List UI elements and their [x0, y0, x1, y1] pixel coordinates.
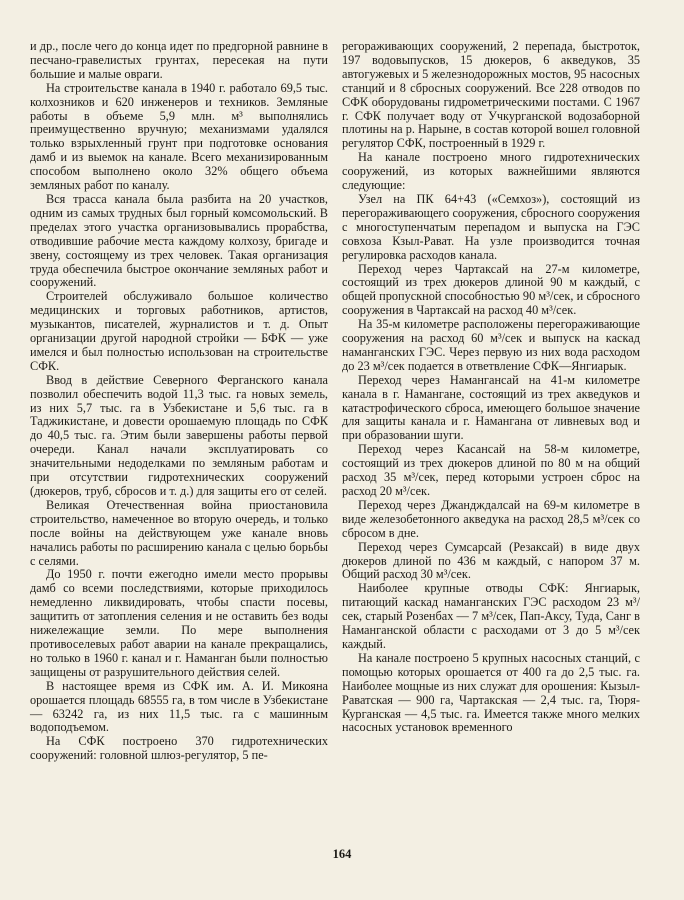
paragraph: На 35-м километре расположены перегораживающие сооружения на расход 60 м³/сек и выпуск на каскад наманганских ГЭС. Через первую из них вода расходом до 23 м³/сек подается в ответвление СФК—Янгиарык.: [342, 317, 640, 373]
paragraph: В настоящее время из СФК им. А. И. Микояна орошается площадь 68555 га, в том числе в Узбекистане — 63242 га, из них 11,5 тыс. га с машинным водоподъемом.: [30, 678, 328, 735]
paragraph: На канале построено 5 крупных насосных станций, с помощью которых орошается от 400 га до 2,5 тыс. га. Наиболее мощные из них служат для орошения: Кызыл-Раватская — 900 га, Чартакская — 2,4 тыс. га, Тюря-Курганская — 4,5 тыс. га. Имеется также много мелких насосных установок временного: [342, 650, 640, 735]
paragraph: Узел на ПК 64+43 («Семхоз»), состоящий из перегораживающего сооружения, сбросного сооружения с многоступенчатым перепадом и выпуска на ГЭС совхоза Кзыл-Рават. На узле производится точная регулировка расходов канала.: [342, 191, 640, 262]
paragraph: и др., после чего до конца идет по предгорной равнине в песчано-гравелистых грунтах, пересекая на пути большие и малые овраги.: [30, 39, 328, 81]
paragraph: Строителей обслуживало большое количество медицинских и торговых работников, артистов, музыкантов, писателей, журналистов и т. д. Опыт организации другой народной стройки — БФК — уже имелся и был полностью использован на строительстве СФК.: [30, 289, 328, 373]
page-number: 164: [332, 847, 352, 861]
paragraph: Вся трасса канала была разбита на 20 участков, одним из самых трудных был горный комсомольский. В пределах этого участка организовывались прорабства, отводившие рабочие места каждому колхозу, бригаде и звену, состоящему из трех человек. Такая организация труда обеспечила быстрое окончание земляных работ и сооружений.: [30, 191, 328, 290]
paragraph: Переход через Джандждалсай на 69-м километре в виде железобетонного акведука на расход 28,5 м³/сек со сбросом в дне.: [342, 497, 640, 540]
paragraph: Ввод в действие Северного Ферганского канала позволил обеспечить водой 11,3 тыс. га новых земель, из них 5,7 тыс. га в Узбекистане и 5,6 тыс. га в Таджикистане, и довести орошаемую площадь по СФК до 40,5 тыс. га. Этим были завершены работы первой очереди. Канал начали эксплуатировать со значительными недоделками по земляным работам и при отсутствии гидротехнических сооружений (дюкеров, труб, сбросов и т. д.) для защиты его от селей.: [30, 372, 328, 498]
paragraph: Переход через Касансай на 58-м километре, состоящий из трех дюкеров длиной по 80 м на общий расход 35 м³/сек, перед которыми устроен сброс на расход 20 м³/сек.: [342, 442, 640, 498]
paragraph: Великая Отечественная война приостановила строительство, намеченное во вторую очередь, и только после войны на действующем уже канале вновь начались работы по расширению канала с целью борьбы с селями.: [30, 497, 328, 568]
paragraph: На строительстве канала в 1940 г. работало 69,5 тыс. колхозников и 620 инженеров и техников. Земляные работы в объеме 5,9 млн. м³ выполнялись преимущественно вручную; механизмами удалялся только взрыхленный грунт при подготовке основания дамб и из выемок на канале. Всего механизированным способом выполнено около 32% общего объема земляных работ по каналу.: [30, 80, 328, 193]
paragraph: На канале построено много гидротехнических сооружений, из которых важнейшими являются следующие:: [342, 150, 640, 193]
left-column: [30, 40, 328, 763]
paragraph: Переход через Намангансай на 41-м километре канала в г. Намангане, состоящий из трех акведуков и катастрофического сброса, имеющего большое значение для защиты канала и г. Намангана от ливневых вод и при образовании шуги.: [342, 372, 640, 443]
paragraph: До 1950 г. почти ежегодно имели место прорывы дамб со всеми последствиями, которые приходилось немедленно ликвидировать, чтобы спасти посевы, защитить от затопления селения и не оставить без воды нижележащие земли. По мере выполнения противоселевых работ аварии на канале прекращались, но только в 1960 г. канал и г. Наманган были полностью защищены от разрушительного действия селей.: [30, 567, 328, 679]
paragraph: Переход через Сумсарсай (Резаксай) в виде двух дюкеров длиной по 436 м каждый, с напором 37 м. Общий расход 30 м³/сек.: [342, 539, 640, 582]
paragraph: На СФК построено 370 гидротехнических сооружений: головной шлюз-регулятор, 5 пе-: [30, 734, 328, 763]
right-column: [342, 40, 640, 735]
paragraph: регораживающих сооружений, 2 перепада, быстроток, 197 водовыпусков, 15 дюкеров, 6 акведуков, 35 автогужевых и 5 железнодорожных мостов, 95 насосных станций и 8 сбросных сооружений. Все 228 отводов по СФК оборудованы гидрометрическими постами. С 1967 г. СФК получает воду от Учкурганской водозаборной плотины на р. Нарыне, в состав которой вошел головной регулятор СФК, построенный в 1929 г.: [342, 39, 640, 151]
paragraph: Переход через Чартаксай на 27-м километре, состоящий из трех дюкеров длиной 90 м каждый, с общей пропускной способностью 90 м³/сек, и сбросного сооружения в Чартаксай на расход 40 м³/сек.: [342, 261, 640, 318]
paragraph: Наиболее крупные отводы СФК: Янгиарык, питающий каскад наманганских ГЭС расходом 23 м³/сек, старый Розенбах — 7 м³/сек, Пап-Аксу, Туда, Санг в Наманганской области с расходами от 3 до 5 м³/сек каждый.: [342, 581, 640, 651]
